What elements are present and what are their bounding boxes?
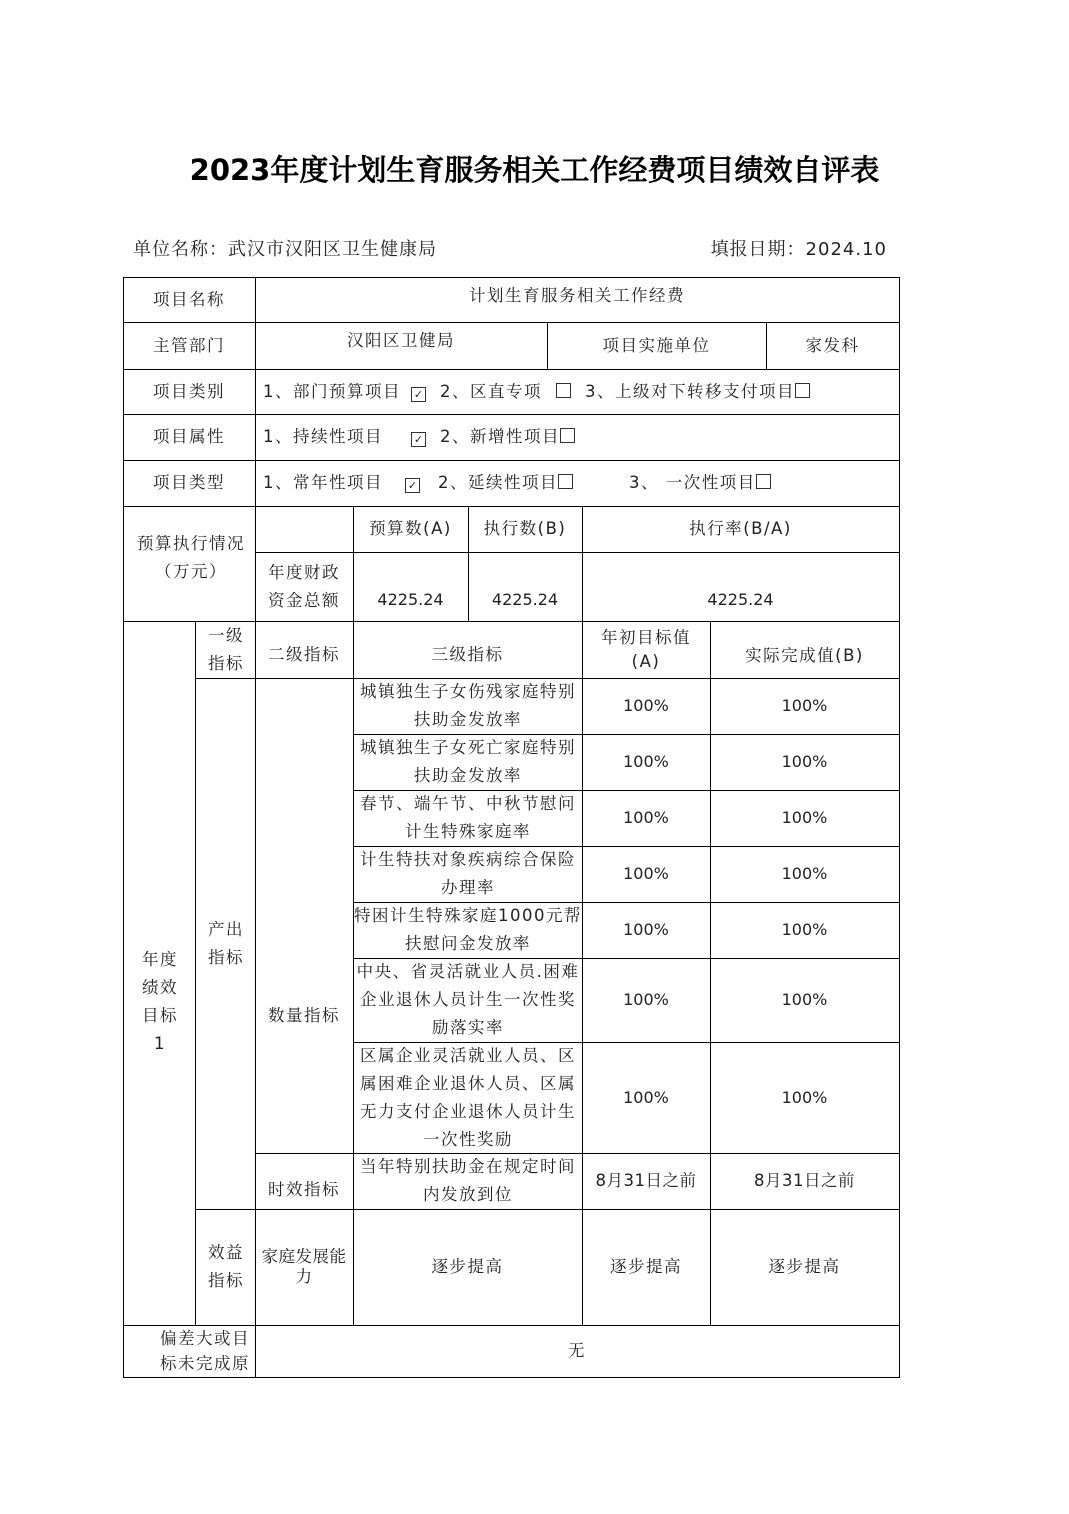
indicator-name: 区属企业灵活就业人员、区属困难企业退休人员、区属无力支付企业退休人员计生一次性奖励 [360, 1045, 576, 1149]
impl-unit-value: 家发科 [805, 335, 860, 355]
type-options [255, 460, 899, 506]
project-name-value: 计划生育服务相关工作经费 [469, 285, 685, 305]
indicator-actual: 100% [781, 752, 828, 771]
budget-value-rate: 4225.24 [707, 589, 774, 609]
deviation-value: 无 [568, 1341, 586, 1360]
indicator-actual: 100% [781, 808, 828, 827]
header-level1: 一级指标 [208, 625, 244, 673]
timeliness-actual: 8月31日之前 [754, 1171, 855, 1190]
indicator-name: 中央、省灵活就业人员.困难企业退休人员计生一次性奖励落实率 [356, 962, 580, 1037]
category-label: 项目类别 [153, 381, 225, 401]
budget-label: 预算执行情况（万元） [137, 533, 245, 581]
output-indicator-label: 产出指标 [208, 919, 244, 967]
table-border-bottom [123, 1377, 900, 1378]
checkbox-checked-icon[interactable]: ✓ [411, 432, 426, 447]
indicator-actual: 100% [781, 920, 828, 939]
type-label: 项目类型 [153, 473, 225, 492]
checkbox-icon[interactable] [560, 428, 575, 443]
department-label: 主管部门 [153, 335, 225, 355]
attribute-options [255, 414, 899, 460]
project-name-label: 项目名称 [153, 289, 225, 309]
indicator-target: 100% [623, 920, 669, 939]
benefit-target: 逐步提高 [610, 1257, 682, 1276]
indicator-target: 100% [623, 808, 669, 827]
indicator-target: 100% [623, 864, 669, 883]
table-border-right [899, 277, 900, 1378]
attribute-option: 1、持续性项目 ✓ [263, 423, 440, 451]
budget-value-b: 4225.24 [491, 589, 559, 609]
attribute-label: 项目属性 [153, 427, 225, 446]
annual-goal-label: 年度绩效目标1 [142, 949, 178, 1053]
fill-date: 填报日期：2024.10 [710, 239, 887, 260]
type-option: 2、延续性项目 [438, 469, 629, 497]
type-option: 1、常年性项目 ✓ [263, 469, 438, 497]
category-options [255, 369, 899, 414]
budget-value-a: 4225.24 [377, 589, 444, 609]
indicator-actual: 100% [781, 990, 828, 1009]
budget-row-label: 年度财政资金总额 [268, 562, 340, 610]
indicator-name: 城镇独生子女伤残家庭特别扶助金发放率 [360, 682, 576, 729]
timeliness-indicator-label: 时效指标 [268, 1180, 340, 1199]
checkbox-icon[interactable] [556, 383, 571, 398]
indicator-target: 100% [623, 1087, 669, 1107]
timeliness-indicator-name: 当年特别扶助金在规定时间内发放到位 [360, 1157, 576, 1204]
deviation-label: 偏差大或目标未完成原 [160, 1329, 250, 1373]
indicator-name: 城镇独生子女死亡家庭特别扶助金发放率 [360, 738, 576, 785]
header-actual: 实际完成值(B) [745, 645, 864, 665]
indicator-actual: 100% [781, 1087, 828, 1107]
quantity-indicator-label: 数量指标 [268, 1005, 340, 1025]
category-option: 3、上级对下转移支付项目 [585, 378, 810, 406]
impl-unit-label: 项目实施单位 [602, 335, 711, 355]
page-title: 2023年度计划生育服务相关工作经费项目绩效自评表 [189, 153, 880, 187]
checkbox-icon[interactable] [756, 474, 771, 489]
indicator-target: 100% [623, 990, 669, 1009]
header-target: 年初目标值(A) [601, 627, 691, 671]
header-level2: 二级指标 [268, 644, 340, 664]
benefit-indicator-name: 逐步提高 [431, 1257, 504, 1276]
type-option: 3、 一次性项目 [629, 469, 771, 497]
category-option: 2、区直专项 [440, 378, 585, 406]
timeliness-target: 8月31日之前 [595, 1171, 697, 1190]
indicator-name: 计生特扶对象疾病综合保险办理率 [360, 850, 576, 897]
checkbox-icon[interactable] [558, 474, 573, 489]
attribute-option: 2、新增性项目 [440, 423, 575, 451]
indicator-name: 春节、端午节、中秋节慰问计生特殊家庭率 [360, 794, 576, 841]
family-development-label: 家庭发展能力 [261, 1247, 347, 1286]
budget-header-rate: 执行率(B/A) [689, 519, 792, 538]
unit-name: 单位名称：武汉市汉阳区卫生健康局 [133, 239, 437, 260]
department-value: 汉阳区卫健局 [347, 330, 455, 350]
indicator-target: 100% [623, 752, 669, 771]
category-option: 1、部门预算项目 ✓ [263, 378, 440, 406]
budget-header-b: 执行数(B) [483, 519, 567, 538]
col-divider [195, 621, 196, 1325]
indicator-target: 100% [623, 696, 669, 715]
indicator-name: 特困计生特殊家庭1000元帮扶慰问金发放率 [354, 906, 582, 953]
benefit-indicator-label: 效益指标 [208, 1243, 244, 1290]
budget-header-a: 预算数(A) [369, 519, 452, 538]
indicator-actual: 100% [781, 864, 828, 883]
indicator-actual: 100% [781, 696, 828, 715]
checkbox-icon[interactable] [795, 383, 810, 398]
header-level3: 三级指标 [431, 644, 504, 664]
benefit-actual: 逐步提高 [768, 1257, 841, 1276]
checkbox-checked-icon[interactable]: ✓ [411, 387, 426, 402]
checkbox-checked-icon[interactable]: ✓ [405, 478, 420, 493]
